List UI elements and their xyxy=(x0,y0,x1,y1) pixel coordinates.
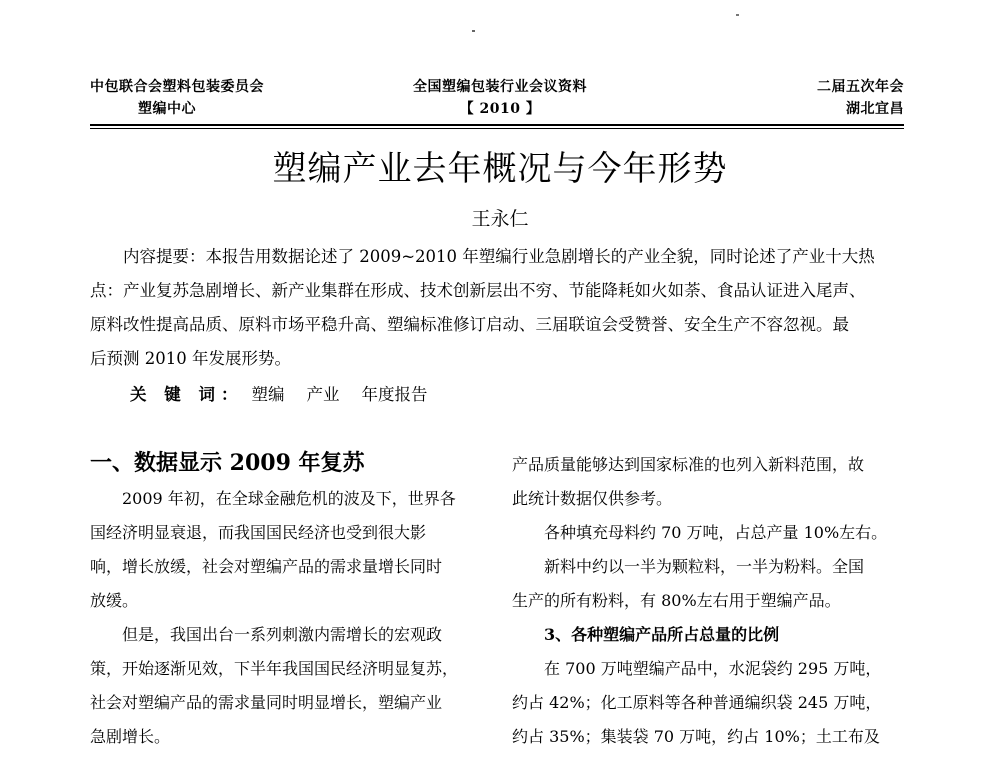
paragraph-line: 响，增长放缓，社会对塑编产品的需求量增长同时 xyxy=(90,557,443,576)
paragraph-line: 新料中约以一半为颗粒料，一半为粉料。全国 xyxy=(512,557,865,576)
paragraph-line: 放缓。 xyxy=(90,591,139,610)
header-year: 【 2010 】 xyxy=(459,101,541,117)
paragraph-line: 生产的所有粉料，有 80%左右用于塑编产品。 xyxy=(512,591,841,610)
paragraph-line: 约占 35%；集装袋 70 万吨，约占 10%；土工布及 xyxy=(512,727,880,746)
right-column xyxy=(512,448,904,754)
keywords xyxy=(130,378,428,412)
header-rule-thin xyxy=(90,128,904,129)
paragraph-line: 在 700 万吨塑编产品中，水泥袋约 295 万吨， xyxy=(512,659,882,678)
paragraph-line: 此统计数据仅供参考。 xyxy=(512,489,673,508)
keyword: 塑编 xyxy=(251,385,285,404)
section-heading: 一、数据显示 2009 年复苏 xyxy=(90,450,365,476)
paragraph-line: 策，开始逐渐见效，下半年我国国民经济明显复苏， xyxy=(90,659,459,678)
article-title: 塑编产业去年概况与今年形势 xyxy=(272,149,728,189)
abstract-line: 后预测 2010 年发展形势。 xyxy=(90,349,291,368)
scan-speck xyxy=(472,30,475,32)
paragraph-line: 国经济明显衰退，而我国国民经济也受到很大影 xyxy=(90,523,427,542)
abstract-line: 点：产业复苏急剧增长、新产业集群在形成、技术创新层出不穷、节能降耗如火如荼、食品认证进入尾声、 xyxy=(90,281,866,300)
scan-speck xyxy=(736,14,739,16)
paragraph-line: 急剧增长。 xyxy=(90,727,171,746)
paragraph-line: 约占 42%；化工原料等各种普通编织袋 245 万吨， xyxy=(512,693,882,712)
header-center-name: 塑编中心 xyxy=(138,101,196,117)
paragraph-line: 社会对塑编产品的需求量同时明显增长，塑编产业 xyxy=(90,693,443,712)
paragraph-line: 2009 年初，在全球金融危机的波及下，世界各 xyxy=(90,489,456,508)
keywords-label: 关 键 词： xyxy=(130,385,244,404)
left-column xyxy=(90,482,490,754)
paragraph-line: 但是，我国出台一系列刺激内需增长的宏观政 xyxy=(90,625,443,644)
abstract xyxy=(90,240,904,376)
keyword: 年度报告 xyxy=(361,385,428,404)
header-rule xyxy=(90,124,904,126)
subsection-heading: 3、各种塑编产品所占总量的比例 xyxy=(512,625,780,644)
paragraph-line: 各种填充母料约 70 万吨，占总产量 10%左右。 xyxy=(512,523,888,542)
article-author: 王永仁 xyxy=(471,208,529,230)
abstract-line: 内容提要：本报告用数据论述了 2009~2010 年塑编行业急剧增长的产业全貌，同时论述了产业十大热 xyxy=(90,247,875,266)
header-publication: 全国塑编包装行业会议资料 xyxy=(413,79,587,95)
abstract-line: 原料改性提高品质、原料市场平稳升高、塑编标准修订启动、三届联谊会受赞誉、安全生产不容忽视。最 xyxy=(90,315,849,334)
header-location: 湖北宜昌 xyxy=(846,101,904,117)
keyword: 产业 xyxy=(306,385,340,404)
header-organization: 中包联合会塑料包装委员会 xyxy=(90,79,264,95)
header-meeting: 二届五次年会 xyxy=(817,79,904,95)
paragraph-line: 产品质量能够达到国家标准的也列入新料范围，故 xyxy=(512,455,865,474)
